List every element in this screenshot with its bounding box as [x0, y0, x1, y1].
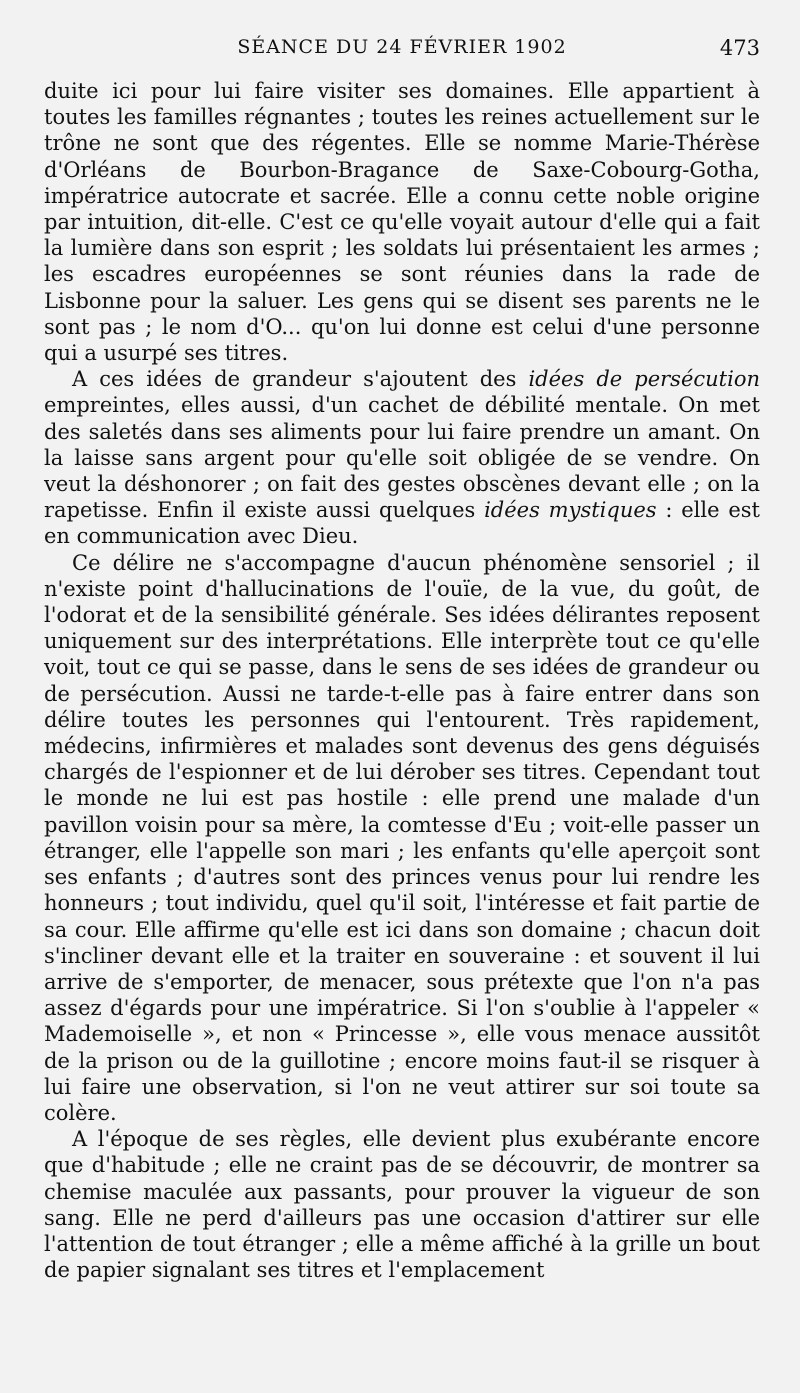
- italic-phrase: idées mystiques: [484, 498, 657, 523]
- paragraph: [44, 1126, 760, 1283]
- text-run: duite ici pour lui faire visiter ses domaines. Elle appartient à toutes les familles régnantes ; toutes les reines actuellement sur le trône ne sont que des régentes. Elle se nomme Marie-Thérèse d'Orléans de Bourbon-Bragance de Saxe-Cobourg-Gotha, impératrice autocrate et sacrée. Elle a connu cette noble origine par intuition, dit-elle. C'est ce qu'elle voyait autour d'elle qui a fait la lumière dans son esprit ; les soldats lui présentaient les armes ; les escadres européennes se sont réunies dans la rade de Lisbonne pour la saluer. Les gens qui se disent ses parents ne le sont pas ; le nom d'O... qu'on lui donne est celui d'une personne qui a usurpé ses titres.: [44, 79, 760, 366]
- text-run: Ce délire ne s'accompagne d'aucun phénomène sensoriel ; il n'existe point d'hallucinations de l'ouïe, de la vue, du goût, de l'odorat et de la sensibilité générale. Ses idées délirantes reposent uniquement sur des interprétations. Elle interprète tout ce qu'elle voit, tout ce qui se passe, dans le sens de ses idées de grandeur ou de persécution. Aussi ne tarde-t-elle pas à faire entrer dans son délire toutes les personnes qui l'entourent. Très rapidement, médecins, infirmières et malades sont devenus des gens déguisés chargés de l'espionner et de lui dérober ses titres. Cependant tout le monde ne lui est pas hostile : elle prend une malade d'un pavillon voisin pour sa mère, la comtesse d'Eu ; voit-elle passer un étranger, elle l'appelle son mari ; les enfants qu'elle aperçoit sont ses enfants ; d'autres sont des princes venus pour lui rendre les honneurs ; tout individu, quel qu'il soit, l'intéresse et fait partie de sa cour. Elle affirme qu'elle est ici dans son domaine ; chacun doit s'incliner devant elle et la traiter en souveraine : et souvent il lui arrive de s'emporter, de menacer, sous prétexte que l'on n'a pas assez d'égards pour une impératrice. Si l'on s'oublie à l'appeler « Mademoiselle », et non « Princesse », elle vous menace aussitôt de la prison ou de la guillotine ; encore moins faut-il se risquer à lui faire une observation, si l'on ne veut attirer sur soi toute sa colère.: [44, 550, 760, 1125]
- text-run: empreintes, elles aussi, d'un cachet de débilité mentale. On met des saletés dans ses aliments pour lui faire prendre un amant. On la laisse sans argent pour qu'elle soit obligée de se vendre. On veut la déshonorer ; on fait des gestes obscènes devant elle ; on la rapetisse. Enfin il existe aussi quelques: [44, 393, 760, 523]
- running-header: [44, 34, 760, 78]
- italic-phrase: idées de persécution: [528, 367, 760, 392]
- page-number: 473: [719, 36, 760, 60]
- paragraph: [44, 366, 760, 549]
- paragraph: [44, 550, 760, 1126]
- book-page: [44, 34, 760, 1283]
- header-title: SÉANCE DU 24 FÉVRIER 1902: [237, 36, 567, 58]
- text-run: : elle est en communication avec Dieu.: [44, 498, 760, 549]
- text-run: A ces idées de grandeur s'ajoutent des: [72, 367, 529, 392]
- text-run: A l'époque de ses règles, elle devient plus exubérante encore que d'habitude ; elle ne craint pas de se découvrir, de montrer sa chemise maculée aux passants, pour prouver la vigueur de son sang. Elle ne perd d'ailleurs pas une occasion d'attirer sur elle l'attention de tout étranger ; elle a même affiché à la grille un bout de papier signalant ses titres et l'emplacement: [44, 1127, 760, 1283]
- paragraph: [44, 78, 760, 366]
- body-text: [44, 78, 760, 1283]
